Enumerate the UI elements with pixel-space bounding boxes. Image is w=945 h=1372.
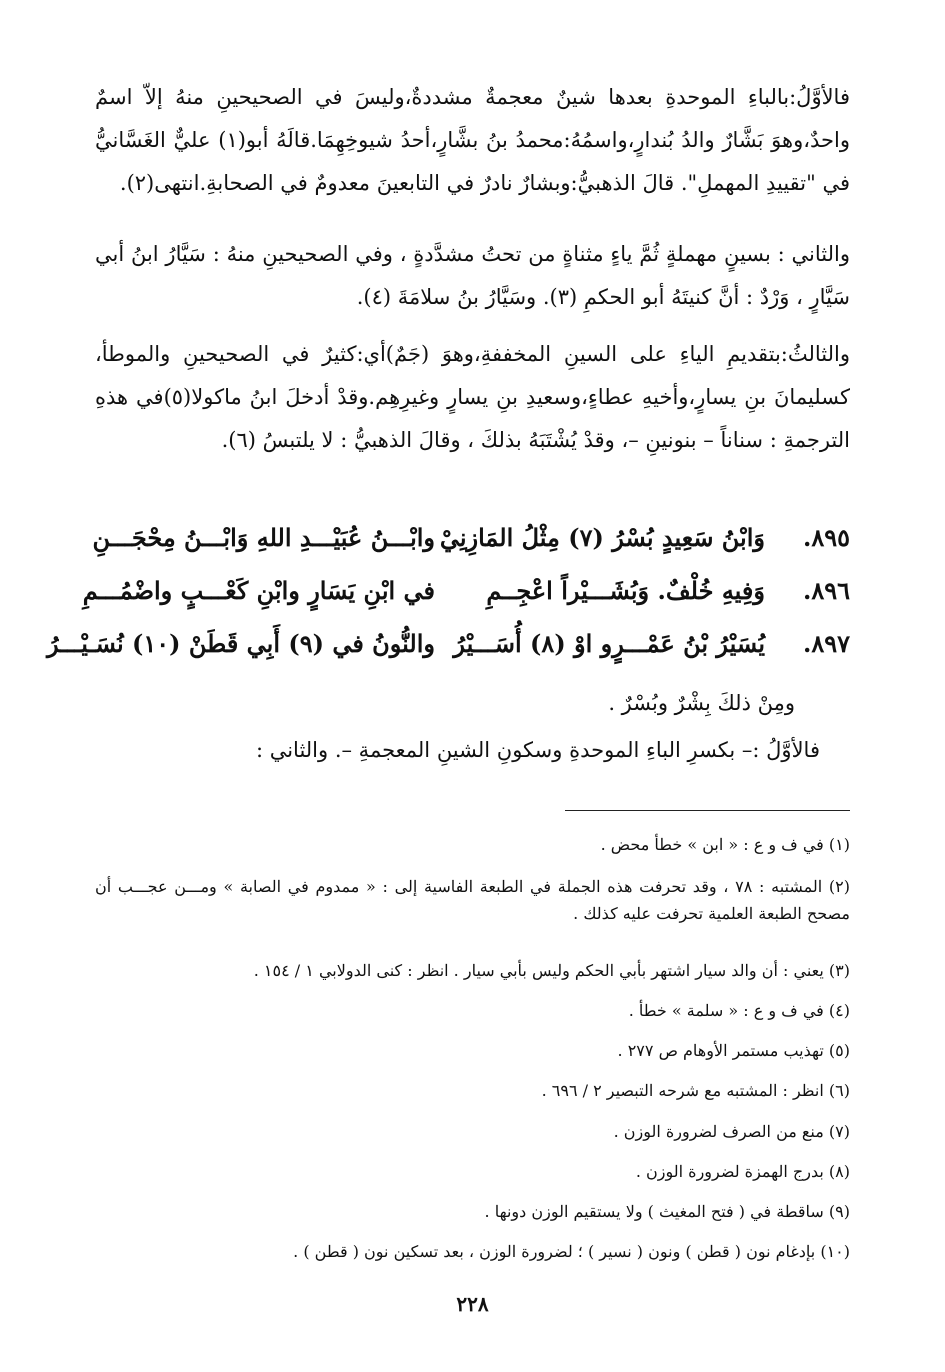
verse-number: ٨٩٦. (802, 576, 850, 605)
body-line-after-verse: ومِنْ ذلكَ بِشْرٌ وبُسْرٌ . (608, 691, 795, 715)
body-paragraph-2: والثاني : بسينٍ مهملةٍ ثُمَّ ياءٍ مثناةٍ من تحتُ مشدَّدةٍ ، وفي الصحيحينِ منهُ : سَيَّارُ ابنُ أبي سَيَّارٍ ، وَرْدٌ : أنَّ كنيتَهُ أبو الحكمِ (٣). وسَيَّارُ بنُ سلامَةَ (٤). (95, 242, 850, 309)
body-paragraph-3: والثالثُ:بتقديمِ الياءِ على السينِ المخففةِ،وهوَ (جَمٌ)أي:كثيرٌ في الصحيحينِ والموطأ، كسليمانَ بنِ يسارٍ،وأخيهِ عطاءٍ،وسعيدِ بنِ يسارٍ وغيرِهِم.وقدْ أدخلَ ابنُ ماكولا(٥)في هذهِ الترجمةِ : سناناً – بنونينِ –، وقدْ يُشْتَبَهُ بذلكَ ، وقالَ الذهبيُّ : لا يلتبسُ (٦). (95, 342, 850, 452)
footnote-8: (٨) بدرج الهمزة لضرورة الوزن . (635, 1162, 850, 1181)
verse-second-hemistich: والنُّونُ في (٩) أَبِي قَطَنْ (١٠) نُسَـيْـــرُ (46, 629, 435, 658)
verse-first-hemistich: وَفِيهِ خُلْفٌ. وَبُشَـــيْراً اعْجِــمِ (486, 576, 765, 605)
verse-first-hemistich: وَابْنُ سَعِيدٍ بُسْرُ (٧) مِثْلُ المَازِنِيْ (439, 523, 765, 552)
footnote-2: (٢) المشتبه : ٧٨ ، وقد تحرفت هذه الجملة في الطبعة الفاسية إلى : « ممدوم في الصابة » ومـــن عجـــب أن مصحح الطبعة العلمية تحرفت عليه كذلك . (95, 877, 851, 923)
footnote-6: (٦) انظر : المشتبه مع شرحه التبصير ٢ / ٦٩٦ . (541, 1081, 850, 1100)
verse-number: ٨٩٧. (802, 629, 850, 658)
footnote-9: (٩) ساقطة في ( فتح المغيث ) ولا يستقيم الوزن دونها . (484, 1202, 850, 1221)
footnote-3: (٣) يعني : أن والد سيار اشتهر بأبي الحكم وليس بأبي سيار . انظر : كنى الدولابي ١ / ١٥٤ . (253, 961, 850, 980)
page-number: ٢٢٨ (456, 1292, 489, 1316)
footnote-1: (١) في ف و ع : « ابن » خطأ محض . (600, 835, 850, 854)
verse-second-hemistich: في ابْنِ يَسَارٍ وابْنِ كَعْـــبٍ واضْمُـــمِ (82, 576, 435, 605)
verse-line-895 (92, 515, 850, 565)
verse-first-hemistich: يُسَيْرُ بْنُ عَمْـــرٍو اوْ (٨) أُسَـــيْرُ (453, 629, 765, 658)
verse-second-hemistich: وابْـــنُ عُبَيْـــدِ اللهِ وَابْـــنُ مِحْجَـــنِ (92, 523, 435, 552)
footnote-5: (٥) تهذيب مستمر الأوهام ص ٢٧٧ . (617, 1041, 850, 1060)
verse-line-897 (46, 621, 850, 671)
verse-number: ٨٩٥. (802, 523, 850, 552)
footnote-10: (١٠) بإدغام نون ( قطن ) ونون ( نسير ) ؛ لضرورة الوزن ، بعد تسكين نون ( قطن ) . (293, 1242, 850, 1261)
footnote-7: (٧) منع من الصرف لضرورة الوزن . (613, 1122, 850, 1141)
verse-line-896 (82, 568, 850, 618)
body-line-first-of: فالأوَّلُ :– بكسرِ الباءِ الموحدةِ وسكونِ الشينِ المعجمةِ –. والثاني : (255, 738, 820, 762)
footnote-4: (٤) في ف و ع : « سلمة » خطأ . (628, 1001, 850, 1020)
footnote-separator (565, 810, 850, 811)
body-paragraph-1: فالأوَّلُ:بالباءِ الموحدةِ بعدها شينٌ معجمةٌ مشددةٌ،وليسَ في الصحيحينِ منهُ إلاّ اسمٌ واحدٌ،وهوَ بَشَّارٌ والدُ بُندارٍ،واسمُهُ:محمدُ بنُ بشَّارٍ،أحدُ شيوخِهِمَا.قالَهُ أبو(١) عليٌّ الغَسَّانيُّ في "تقييدِ المهملِ". قالَ الذهبيُّ:وبشارٌ نادرٌ في التابعينَ معدومٌ في الصحابةِ.انتهى(٢). (95, 85, 850, 195)
